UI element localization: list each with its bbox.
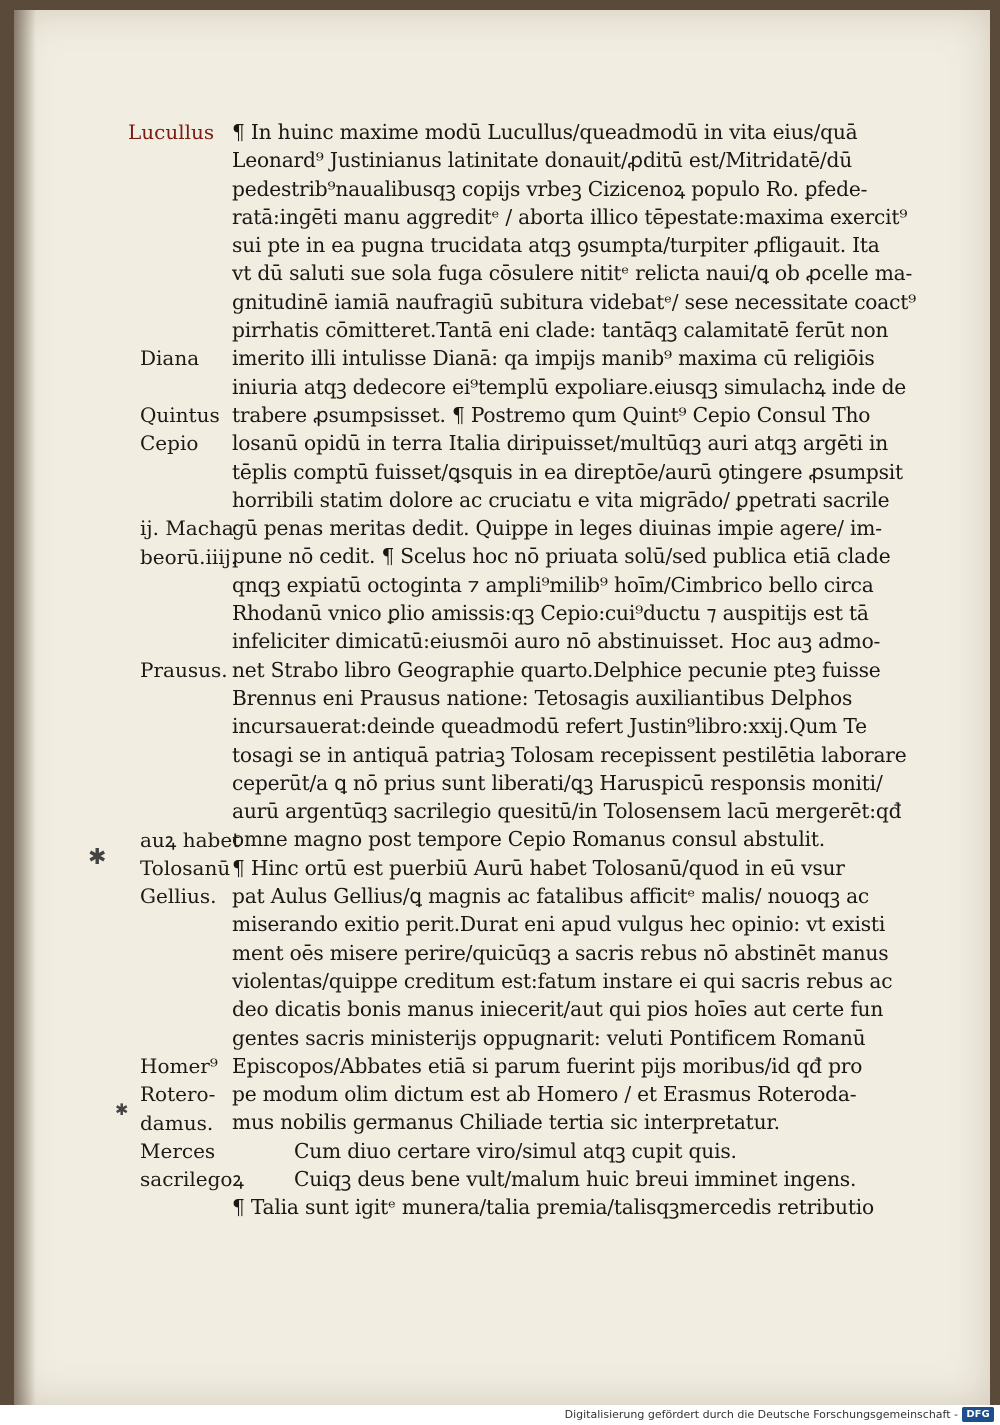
text-line: omne magno post tempore Cepio Romanus consul abstulit.: [232, 827, 826, 852]
margin-note: ij. Macha: [140, 516, 234, 541]
text-line: infeliciter dimicatū:eiusmōi auro nō abstinuisset. Hoc auꝫ admo-: [232, 629, 881, 654]
text-line: Episcopos/Abbates etiā si parum fuerint pijs moribus/id qđ pro: [232, 1053, 863, 1078]
margin-note: Prausus.: [140, 657, 228, 682]
margin-note: Lucullus: [128, 120, 215, 144]
margin-note: auꝝ habet: [140, 827, 241, 852]
footer-credit: Digitalisierung gefördert durch die Deutsche Forschungsgemeinschaft -: [564, 1408, 958, 1421]
text-line: tēplis comptū fuisset/ꝗsquis in ea direptōe/aurū ꝯtingere ꝓsumpsit: [232, 459, 903, 484]
text-line: miserando exitio perit.Durat eni apud vulgus hec opinio: vt existi: [232, 912, 886, 937]
text-line: ment oēs misere perire/quicūqꝫ a sacris rebus nō abstinēt manus: [232, 940, 889, 965]
text-line: pedestrib⁹naualibusqꝫ copijs vrbeꝫ Cizicenoꝝ populo Ro. ꝑfede-: [232, 176, 868, 201]
text-line: horribili statim dolore ac cruciatu e vita migrādo/ ꝑpetrati sacrile: [232, 487, 890, 512]
text-line: ¶ Talia sunt igitᵉ munera/talia premia/talisqꝫmercedis retributio: [232, 1195, 874, 1220]
text-line: losanū opidū in terra Italia diripuisset/multūqꝫ auri atqꝫ argēti in: [232, 431, 889, 456]
margin-note: beorū.iiij.: [140, 544, 238, 569]
text-line: net Strabo libro Geographie quarto.Delphice pecunie pteꝫ fuisse: [232, 657, 881, 682]
margin-note: Gellius.: [140, 884, 217, 909]
gutter-shadow: [14, 10, 36, 1405]
text-line: iniuria atqꝫ dedecore ei⁹templū expoliare.eiusqꝫ simulachꝝ inde de: [232, 374, 907, 399]
margin-note: Diana: [140, 346, 200, 371]
dfg-logo-icon: DFG: [962, 1407, 994, 1422]
text-line: pirrhatis cōmitteret.Tantā eni clade: tantāqꝫ calamitatē ferūt non: [232, 318, 889, 343]
ink-mark: ✱: [88, 845, 107, 870]
text-line: trabere ꝓsumpsisset. ¶ Postremo qum Quint⁹ Cepio Consul Tho: [232, 402, 871, 427]
text-line: Leonard⁹ Justinianus latinitate donauit/ꝓditū est/Mitridatē/dū: [232, 148, 853, 173]
text-line: aurū argentūqꝫ sacrilegio quesitū/in Tolosensem lacū mergerēt:qđ: [232, 799, 902, 824]
text-line: Brennus eni Prausus natione: Tetosagis auxiliantibus Delphos: [232, 685, 853, 710]
margin-note: Quintus: [140, 403, 220, 427]
margin-note: Tolosanū: [140, 855, 231, 880]
text-line: violentas/quippe creditum est:fatum instare ei qui sacris rebus ac: [232, 968, 893, 993]
text-line: deo dicatis bonis manus iniecerit/aut qui pios hoīes aut certe fun: [232, 997, 884, 1022]
margin-note: sacrilegoꝝ: [140, 1167, 244, 1192]
text-line: pe modum olim dictum est ab Homero / et Erasmus Roteroda-: [232, 1082, 857, 1107]
text-line: pune nō cedit. ¶ Scelus hoc nō priuata solū/sed publica etiā clade: [232, 544, 891, 569]
text-line: imerito illi intulisse Dianā: qa impijs manib⁹ maxima cū religiōis: [232, 346, 875, 371]
text-line: tosagi se in antiquā patriaꝫ Tolosam recepissent pestilētia laborare: [232, 742, 907, 767]
text-line: ratā:ingēti manu aggreditᵉ / aborta illico tēpestate:maxima exercit⁹: [232, 204, 908, 229]
text-line: gentes sacris ministerijs oppugnarit: veluti Pontificem Romanū: [232, 1025, 866, 1050]
margin-note: Homer⁹: [140, 1053, 218, 1078]
text-line: ceperūt/a ꝗ nō prius sunt liberati/ꝗꝫ Haruspicū responsis moniti/: [232, 770, 883, 795]
text-line: ¶ Hinc ortū est puerbiū Aurū habet Tolosanū/quod in eū vsur: [232, 855, 845, 880]
margin-note: Cepio: [140, 431, 199, 456]
text-line: Cum diuo certare viro/simul atqꝫ cupit quis.: [294, 1138, 737, 1163]
text-line: sui pte in ea pugna trucidata atqꝫ ꝯsumpta/turpiter ꝓfligauit. Ita: [232, 233, 880, 258]
margin-note: Rotero-: [140, 1082, 216, 1107]
text-line: vt dū saluti sue sola fuga cōsulere nititᵉ relicta naui/ꝗ ob ꝓcelle ma-: [232, 261, 913, 286]
text-line: qnqꝫ expiatū octoginta ⁊ ampli⁹milib⁹ hoīm/Cimbrico bello circa: [232, 572, 874, 597]
text-line: pat Aulus Gellius/ꝗ magnis ac fatalibus afficitᵉ malis/ nouoqꝫ ac: [232, 884, 870, 909]
text-line: gnitudinē iamiā naufragiū subitura videbatᵉ/ sese necessitate coact⁹: [232, 289, 917, 314]
text-line: mus nobilis germanus Chiliade tertia sic interpretatur.: [232, 1110, 780, 1135]
text-line: ¶ In huinc maxime modū Lucullus/queadmodū in vita eius/quā: [232, 120, 858, 144]
text-line: Rhodanū vnico ꝑlio amissis:qꝫ Cepio:cui⁹ductu ⁊ auspitijs est tā: [232, 601, 869, 626]
text-line: Cuiqꝫ deus bene vult/malum huic breui imminet ingens.: [294, 1166, 857, 1191]
margin-note: damus.: [140, 1110, 214, 1135]
footer-bar: [0, 1405, 1000, 1425]
margin-note: Merces: [140, 1138, 216, 1163]
ink-mark: ✱: [115, 1100, 129, 1119]
main-text-block: [232, 118, 920, 1222]
text-line: incursauerat:deinde queadmodū refert Justin⁹libro:xxij.Qum Te: [232, 714, 867, 739]
text-line: gū penas meritas dedit. Quippe in leges diuinas impie agere/ im-: [232, 516, 882, 541]
